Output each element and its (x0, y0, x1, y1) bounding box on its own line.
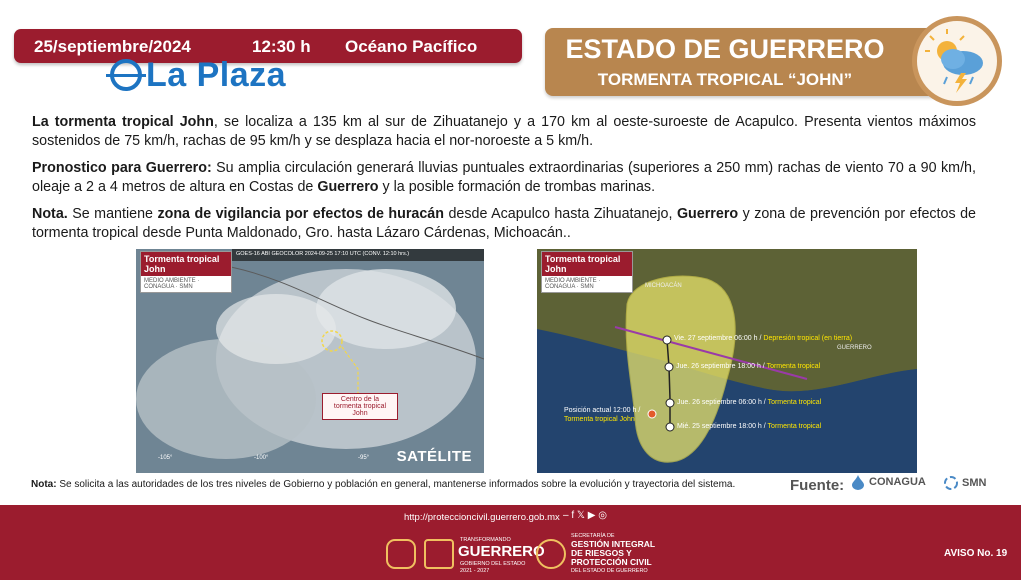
track-tag-line1: Tormenta tropical (545, 254, 621, 264)
guerrero-label: GUERRERO (458, 543, 545, 560)
transformando-label: TRANSFORMANDO (460, 537, 511, 543)
storm-location-paragraph (32, 113, 976, 151)
track-point-3-date: Jue. 26 septiembre 06:00 h / (677, 399, 766, 406)
watch-text-mid: desde Acapulco hasta Zihuatanejo, (444, 206, 677, 222)
bulletin-date: 25/septiembre/2024 (34, 37, 191, 56)
track-tag-line2: John (545, 264, 567, 274)
track-point-2 (676, 363, 820, 370)
forecast-track-map (537, 249, 917, 473)
satellite-image (136, 249, 484, 473)
footer-bar (0, 505, 1021, 580)
forecast-label: Pronostico para Guerrero: (32, 160, 212, 176)
conagua-drop-icon (850, 474, 866, 490)
smn-logo (943, 475, 986, 491)
social-icons[interactable]: – f 𝕏 ▶ ◎ (563, 510, 607, 521)
watch-zone: zona de vigilancia por efectos de huracán (157, 206, 444, 222)
forecast-text-end: y la posible formación de trombas marinas. (378, 179, 656, 195)
callout-line2: tormenta tropical (333, 403, 387, 410)
footer-note-text: Se solicita a las autoridades de los tres niveles de Gobierno y población en general, mantenerse informados sobre la evolución y trayectoria del sistema. (56, 479, 736, 490)
forecast-state: Guerrero (317, 179, 379, 195)
footer-logos (0, 527, 1021, 580)
footer-note-label: Nota: (31, 479, 57, 490)
current-position-label (564, 406, 640, 424)
current-position-line2: Tormenta tropical John (564, 416, 635, 423)
storm-location-text: , se localiza a 135 km al sur de Zihuatanejo y a 170 km al oeste-suroeste de Acapulco. Presenta vientos máximos sostenidos de 75 km/h, rachas de 95 km/h y se desplaza hacia el nor-noroeste a 5 km/h. (32, 114, 976, 149)
storm-weather-icon (912, 16, 1002, 106)
track-point-1-status: Depresión tropical (en tierra) (763, 335, 853, 342)
watch-paragraph (32, 205, 976, 243)
satellite-label: SATÉLITE (396, 448, 472, 465)
forecast-text: Su amplia circulación generará lluvias puntuales extraordinarias (superiores a 250 mm) rachas de viento 70 a 90 km/h, oleaje a 2 a 4 metros de altura en Costas de (32, 160, 976, 195)
footer-note (31, 479, 735, 490)
track-tag (541, 251, 633, 293)
tag-line2: John (144, 264, 166, 274)
note-label: Nota. (32, 206, 68, 222)
conagua-logo (850, 474, 926, 490)
storm-name: La tormenta tropical John (32, 114, 214, 130)
track-point-3-status: Tormenta tropical (767, 399, 822, 406)
callout-line3: John (352, 410, 368, 417)
brand-ring-icon (110, 59, 142, 91)
sgir-line3: PROTECCIÓN CIVIL (571, 557, 652, 567)
bulletin-region: Océano Pacífico (345, 37, 478, 56)
years-label: 2021 - 2027 (460, 568, 490, 574)
state-label-michoacan: MICHOACÁN (645, 283, 682, 289)
tag-agencies: MEDIO AMBIENTE · CONAGUA · SMN (144, 278, 200, 290)
state-label-guerrero: GUERRERO (837, 345, 872, 351)
track-point-1 (674, 335, 852, 342)
state-emblem-icon (386, 539, 416, 569)
lon-label-right: -95° (358, 455, 370, 461)
callout-line1: Centro de la (340, 396, 380, 403)
current-position-line1: Posición actual 12:00 h / (564, 407, 641, 414)
brand-logo (110, 55, 286, 95)
track-point-2-date: Jue. 26 septiembre 18:00 h / (676, 363, 765, 370)
storm-subtitle: TORMENTA TROPICAL “JOHN” (597, 70, 853, 89)
smn-swirl-icon (943, 475, 959, 491)
gobierno-label: GOBIERNO DEL ESTADO (460, 561, 526, 567)
tag-line1: Tormenta tropical (144, 254, 220, 264)
track-point-4-date: Mié. 25 septiembre 18:00 h / (677, 423, 766, 430)
conagua-name: CONAGUA (869, 476, 926, 488)
state-title: ESTADO DE GUERRERO (565, 34, 885, 64)
aviso-number: AVISO No. 19 (944, 548, 1008, 559)
track-tag-agencies: MEDIO AMBIENTE · CONAGUA · SMN (545, 278, 601, 290)
lon-label-mid: -100° (254, 455, 269, 461)
secretaria-label: SECRETARÍA DE (571, 533, 615, 539)
satellite-tag (140, 251, 232, 293)
smn-name: SMN (962, 477, 987, 489)
track-point-4-status: Tormenta tropical (767, 423, 822, 430)
source-label: Fuente: (790, 477, 845, 494)
track-point-1-date: Vie. 27 septiembre 06:00 h / (674, 335, 762, 342)
watch-text: Se mantiene (67, 206, 158, 222)
watch-state: Guerrero (676, 206, 739, 222)
sgir-line4: DEL ESTADO DE GUERRERO (571, 568, 648, 574)
sgir-line2: DE RIESGOS Y (571, 548, 632, 558)
forecast-paragraph (32, 159, 976, 197)
track-point-2-status: Tormenta tropical (766, 363, 821, 370)
guerrero-flower-icon (424, 539, 454, 569)
footer-url-link[interactable]: http://proteccioncivil.guerrero.gob.mx (404, 512, 560, 523)
bulletin-time: 12:30 h (252, 37, 311, 56)
satellite-info-strip: GOES-16 ABI GEOCOLOR 2024-09-25 17:10 UTC (CONV. 12:10 hrs.) (236, 251, 410, 257)
state-banner (545, 28, 945, 96)
track-point-3 (677, 399, 821, 406)
storm-center-callout (322, 393, 398, 420)
lon-label-left: -105° (158, 455, 173, 461)
brand-name: La Plaza (146, 55, 287, 94)
watch-text-end: y zona de prevención por efectos de tormenta tropical desde Punta Maldonado, Gro. hasta Lázaro Cárdenas, Michoacán.. (32, 206, 976, 241)
track-point-4 (677, 423, 821, 430)
civil-protection-icon (536, 539, 566, 569)
sgir-line1: GESTIÓN INTEGRAL (571, 539, 656, 549)
